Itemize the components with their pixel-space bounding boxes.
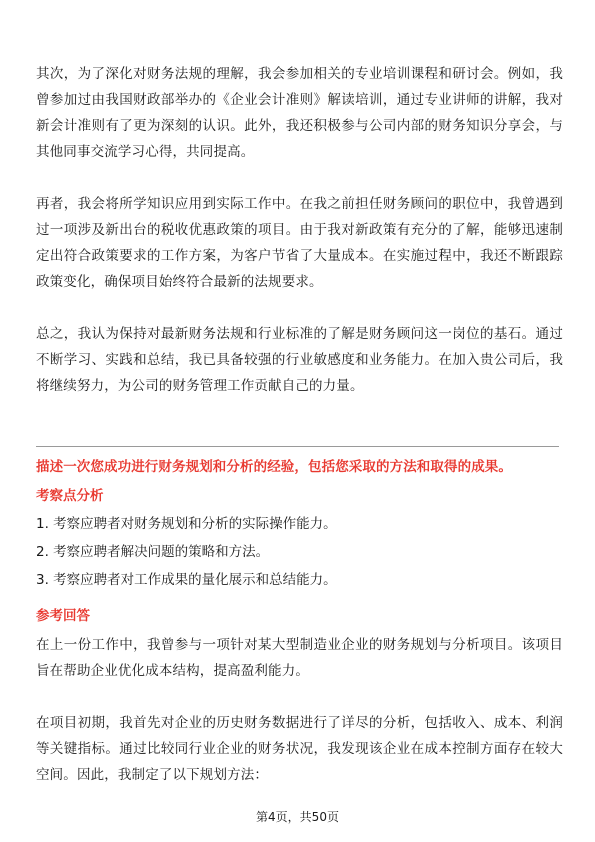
analysis-item-1: 1. 考察应聘者对财务规划和分析的实际操作能力。 xyxy=(36,516,337,532)
reference-paragraph-1: 在上一份工作中，我曾参与一项针对某大型制造业企业的财务规划与分析项目。该项目旨在帮助企业优化成本结构，提高盈利能力。 xyxy=(36,637,563,679)
reference-title: 参考回答 xyxy=(36,608,90,624)
interview-question: 描述一次您成功进行财务规划和分析的经验，包括您采取的方法和取得的成果。 xyxy=(36,459,512,475)
reference-paragraph-2: 在项目初期，我首先对企业的历史财务数据进行了详尽的分析，包括收入、成本、利润等关键指标。通过比较同行业企业的财务状况，我发现该企业在成本控制方面存在较大空间。因此，我制定了以下规划方法： xyxy=(36,715,563,783)
intro-paragraph-2: 再者，我会将所学知识应用到实际工作中。在我之前担任财务顾问的职位中，我曾遇到过一项涉及新出台的税收优惠政策的项目。由于我对新政策有充分的了解，能够迅速制定出符合政策要求的工作方案，为客户节省了大量成本。在实施过程中，我还不断跟踪政策变化，确保项目始终符合最新的法规要求。 xyxy=(36,196,563,290)
analysis-item-3: 3. 考察应聘者对工作成果的量化展示和总结能力。 xyxy=(36,572,337,588)
intro-section xyxy=(36,61,563,399)
intro-paragraph-1: 其次，为了深化对财务法规的理解，我会参加相关的专业培训课程和研讨会。例如，我曾参加过由我国财政部举办的《企业会计准则》解读培训，通过专业讲师的讲解，我对新会计准则有了更为深刻的认识。此外，我还积极参与公司内部的财务知识分享会，与其他同事交流学习心得，共同提高。 xyxy=(36,66,563,160)
analysis-item-2: 2. 考察应聘者解决问题的策略和方法。 xyxy=(36,544,270,560)
reference-answer xyxy=(36,632,563,788)
section-divider xyxy=(36,446,559,447)
analysis-title: 考察点分析 xyxy=(36,488,104,504)
page-footer: 第4页，共50页 xyxy=(256,810,339,824)
intro-paragraph-3: 总之，我认为保持对最新财务法规和行业标准的了解是财务顾问这一岗位的基石。通过不断学习、实践和总结，我已具备较强的行业敏感度和业务能力。在加入贵公司后，我将继续努力，为公司的财务管理工作贡献自己的力量。 xyxy=(36,326,563,394)
analysis-list xyxy=(36,511,563,595)
